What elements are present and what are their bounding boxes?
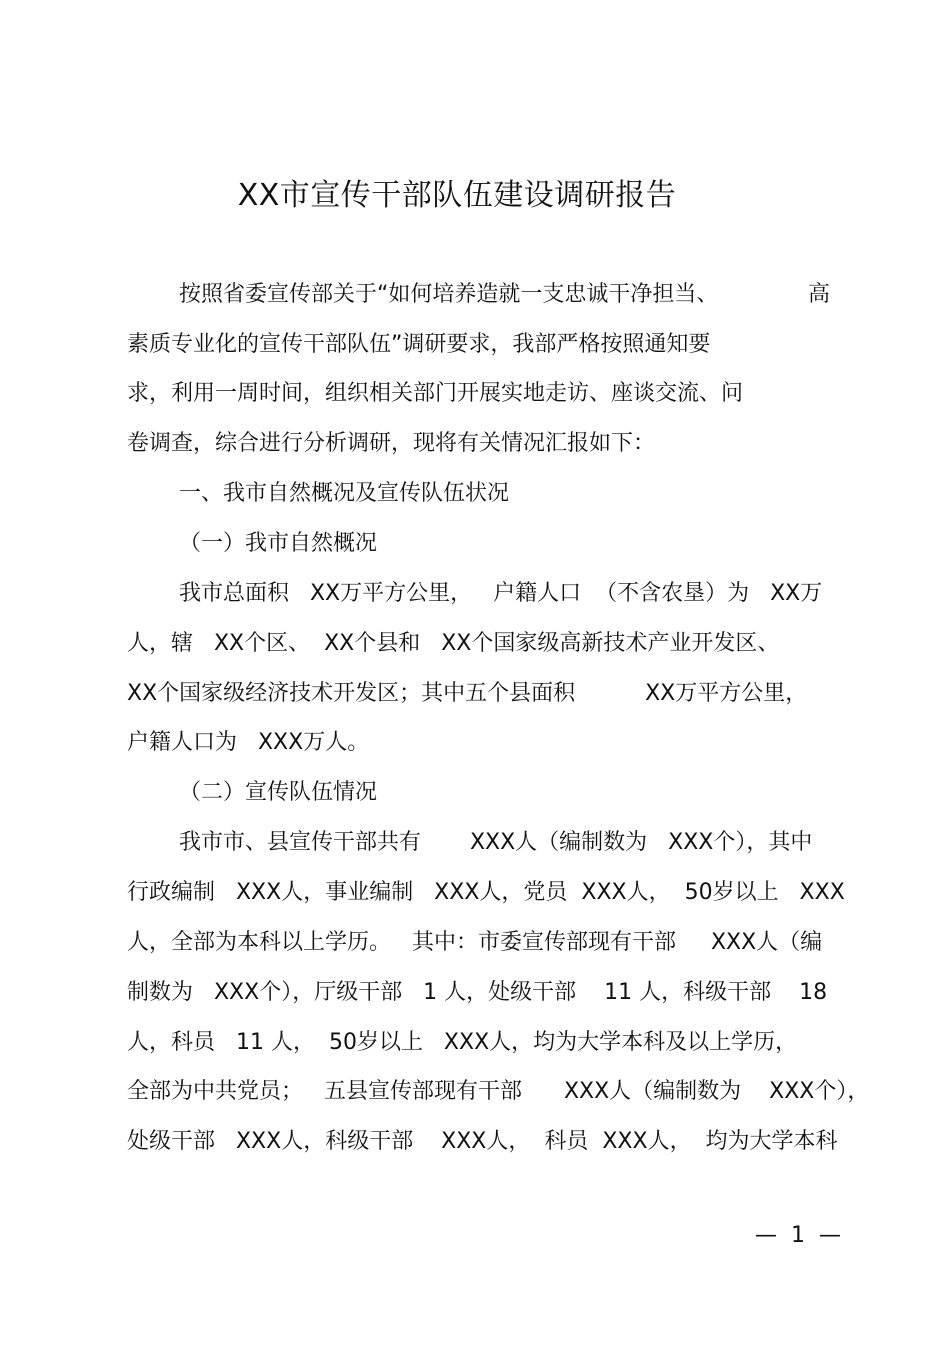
paragraph-line: 处级干部 XXX人，科级干部 XXX人， 科员 XXX人， 均为大学本科 [127, 1129, 838, 1154]
paragraph-line: 制数为 XXX个），厅级干部 1 人，处级干部 11 人，科级干部 18 [127, 980, 828, 1005]
subsection-heading: （二）宣传队伍情况 [179, 780, 378, 805]
paragraph-line: 人，辖 XX个区、 XX个县和 XX个国家级高新技术产业开发区、 [127, 631, 780, 656]
paragraph-line: 按照省委宣传部关于“如何培养造就一支忠诚干净担当、 [179, 282, 719, 307]
subsection-heading: （一）我市自然概况 [179, 531, 378, 556]
paragraph-line: 全部为中共党员； 五县宣传部现有干部 XXX人（编制数为 XXX个）， [127, 1079, 870, 1104]
paragraph-line: 户籍人口为 XXX万人。 [127, 730, 370, 755]
paragraph-line: 高 [808, 282, 831, 307]
paragraph-line: 我市总面积 XX万平方公里， 户籍人口 （不含农垦）为 XX万 [179, 581, 823, 606]
document-title: XX市宣传干部队伍建设调研报告 [237, 178, 677, 213]
paragraph-line: 人，科员 11 人， 50岁以上 XXX人，均为大学本科及以上学历， [127, 1030, 798, 1055]
paragraph-line: 人，全部为本科以上学历。 其中：市委宣传部现有干部 XXX人（编 [127, 930, 823, 955]
section-heading: 一、我市自然概况及宣传队伍状况 [179, 481, 510, 506]
paragraph-line: XX个国家级经济技术开发区；其中五个县面积 XX万平方公里， [127, 681, 808, 706]
paragraph-line: 我市市、县宣传干部共有 XXX人（编制数为 XXX个），其中 [179, 830, 813, 855]
paragraph-line: 求，利用一周时间，组织相关部门开展实地走访、座谈交流、问 [127, 381, 744, 406]
paragraph-line: 素质专业化的宣传干部队伍”调研要求，我部严格按照通知要 [127, 332, 711, 357]
paragraph-line: 卷调查，综合进行分析调研，现将有关情况汇报如下： [127, 431, 656, 456]
page-number: — 1 — [755, 1223, 841, 1248]
paragraph-line: 行政编制 XXX人，事业编制 XXX人，党员 XXX人， 50岁以上 XXX [127, 880, 845, 905]
